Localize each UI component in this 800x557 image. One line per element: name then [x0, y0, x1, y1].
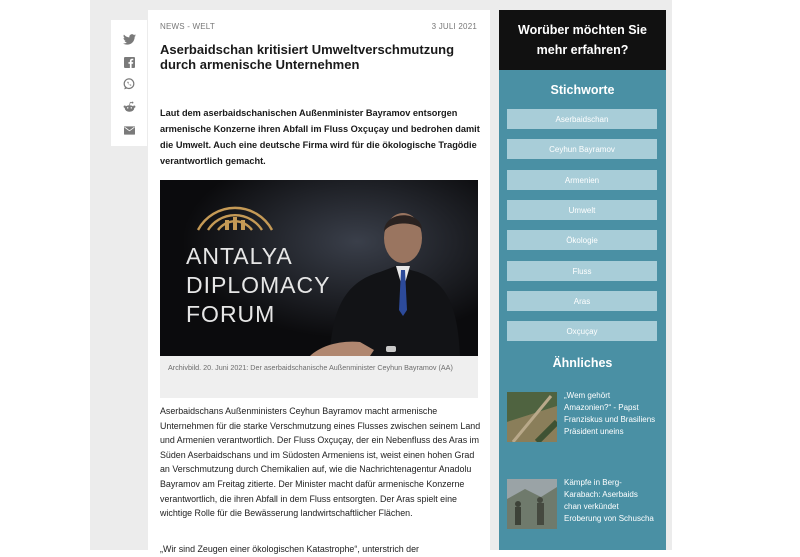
tag-button[interactable]: Fluss: [507, 261, 657, 281]
twitter-icon[interactable]: [121, 32, 137, 46]
photo-caption: Archivbild. 20. Juni 2021: Der aserbaidschanische Außenminister Ceyhun Bayramov (AA): [168, 363, 453, 372]
tag-button[interactable]: Umwelt: [507, 200, 657, 220]
photo-caption-box: [160, 356, 478, 398]
share-bar: [111, 20, 147, 146]
tag-button[interactable]: Armenien: [507, 170, 657, 190]
sidebar: [499, 70, 666, 550]
tag-button[interactable]: Ceyhun Bayramov: [507, 139, 657, 159]
tag-button[interactable]: Ökologie: [507, 230, 657, 250]
sidebar-cta-text: Worüber möchten Sie mehr erfahren?: [518, 23, 647, 57]
logo-line-antalya: ANTALYA: [186, 243, 293, 269]
related-item[interactable]: [507, 390, 659, 446]
logo-line-forum: FORUM: [186, 301, 276, 327]
article-lead: Laut dem aserbaidschanischen Außenminister Bayramov entsorgen armenische Konzerne ihren Abfall im Fluss Oxçuçay und bedrohen damit die Umwelt. Auch eine deutsche Firma wird für die ökologische Tragödie verantwortlich gemacht.: [160, 108, 480, 166]
related-title[interactable]: „Wem gehört Amazonien?“ - Papst Franziskus und Brasiliens Präsident uneins: [564, 391, 656, 436]
article-category[interactable]: NEWS - WELT: [160, 22, 215, 31]
related-item[interactable]: [507, 477, 659, 533]
article-meta: [160, 22, 477, 31]
related-heading: Ähnliches: [552, 356, 613, 370]
email-icon[interactable]: [121, 123, 137, 137]
reddit-icon[interactable]: [121, 100, 137, 114]
tag-button[interactable]: Aserbaidschan: [507, 109, 657, 129]
sidebar-cta: [499, 10, 666, 70]
related-thumbnail[interactable]: [507, 392, 557, 442]
article-body-paragraph-2: „Wir sind Zeugen einer ökologischen Katastrophe“, unterstrich der: [160, 544, 419, 554]
article-date: 3 JULI 2021: [431, 22, 477, 31]
related-title[interactable]: Kämpfe in Berg-Karabach: Aserbaids chan verkündet Eroberung von Schuscha: [564, 478, 654, 523]
article-photo: [160, 180, 478, 356]
facebook-icon[interactable]: [121, 55, 137, 69]
tag-button[interactable]: Oxçuçay: [507, 321, 657, 341]
photo-logo-text: [186, 242, 330, 329]
article-title: Aserbaidschan kritisiert Umweltverschmutzung durch armenische Unternehmen: [160, 42, 455, 72]
related-thumbnail[interactable]: [507, 479, 557, 529]
article: [148, 10, 490, 554]
whatsapp-icon[interactable]: [121, 77, 137, 91]
tag-button[interactable]: Aras: [507, 291, 657, 311]
article-body-paragraph: Aserbaidschans Außenministers Ceyhun Bayramov macht armenische Unternehmen für die starke Verschmutzung eines Flusses zwischen seinem Land und Armenien verantwortlich. Der Fluss Oxçuçay, der ein Nebenfluss des Aras im Süden Aserbaidschans und im Südosten Armeniens ist, weist einen hohen Grad an Verschmutzung durch Chemikalien auf, wie die Nachrichtenagentur Anadolu Bayramov am Freitag zitierte. Der Minister macht dafür armenische Konzerne verantwortlich, die ihren Abfall in dem Fluss entsorgten. Der Aras spielt eine wichtige Rolle für die Bewässerung landwirtschaftlicher Flächen.: [160, 406, 481, 519]
tags-heading: Stichworte: [550, 83, 615, 97]
logo-line-diplomacy: DIPLOMACY: [186, 272, 331, 298]
